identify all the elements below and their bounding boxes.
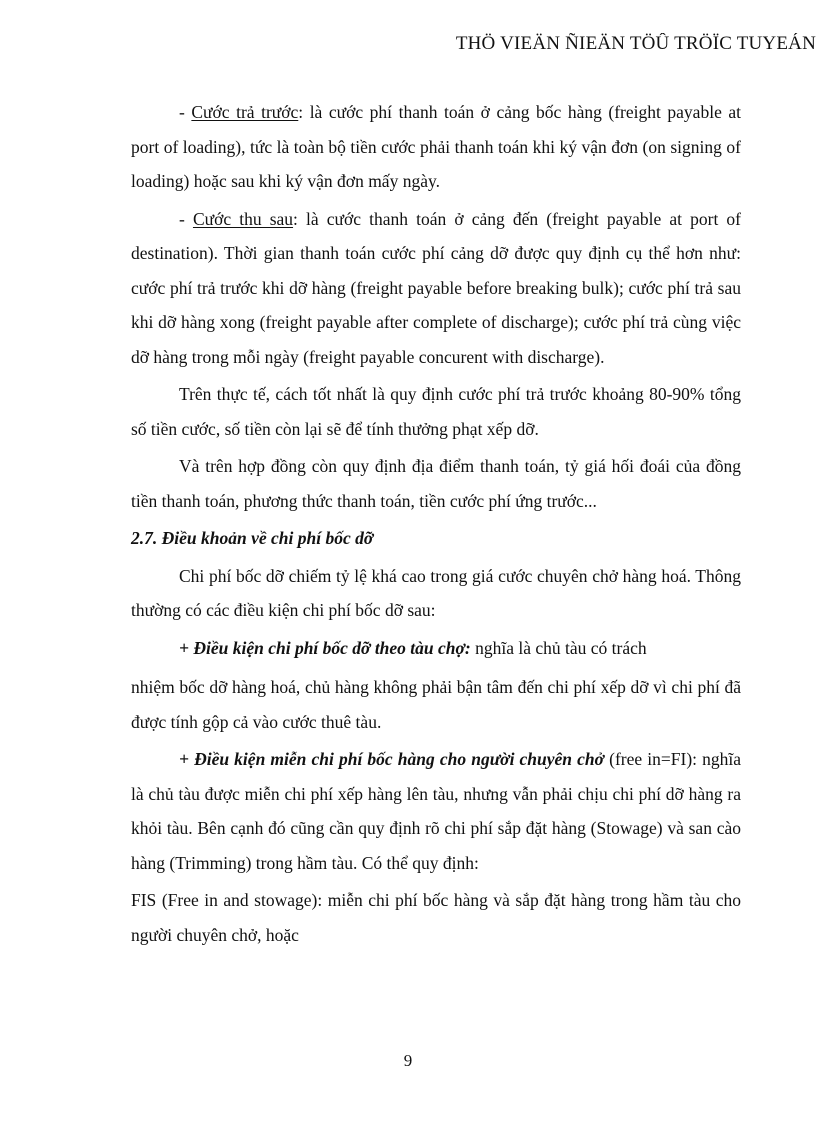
term-prepaid-freight: Cước trả trước — [191, 102, 299, 122]
term-collect-freight: Cước thu sau — [192, 208, 294, 229]
liner-terms-title: + Điều kiện chi phí bốc dỡ theo tàu chợ: — [179, 637, 471, 658]
paragraph-collect-freight: - Cước thu sau: là cước thanh toán ở cảng đến (freight payable at port of destination). Thời gian thanh toán cước phí cảng dỡ được quy định cụ thể hơn như: cước phí trả trước khi dỡ hàng (freight payable before breaking bulk); cước phí trả sau khi dỡ hàng xong (freight payable after complete of discharge); cước phí trả cùng việc dỡ hàng trong mỗi ngày (freight payable concurent with discharge). — [131, 208, 741, 367]
paragraph-practice: Trên thực tế, cách tốt nhất là quy định cước phí trả trước khoảng 80-90% tổng số tiền cước, số tiền còn lại sẽ để tính thưởng phạt xếp dỡ. — [131, 384, 741, 439]
free-in-text: (free in=FI): nghĩa là chủ tàu được miễn chi phí xếp hàng lên tàu, nhưng vẫn phải chịu chi phí dỡ hàng ra khỏi tàu. Bên cạnh đó cũng cần quy định rõ chi phí sắp đặt hàng (Stowage) và san cào hàng (Trimming) trong hầm tàu. Có thể quy định: — [131, 749, 741, 873]
liner-terms-text: nghĩa là chủ tàu có trách — [470, 637, 647, 658]
collect-freight-text: : là cước thanh toán ở cảng đến (freight payable at port of destination). Thời gian thanh toán cước phí cảng dỡ được quy định cụ thể hơn như: cước phí trả trước khi dỡ hàng (freight payable before breaking bulk); cước phí trả sau khi dỡ hàng xong (freight payable after complete of discharge); cước phí trả cùng việc dỡ hàng trong mỗi ngày (freight payable concurent with discharge). — [131, 208, 741, 367]
page-header: THÖ VIEÄN ÑIEÄN TÖÛ TRÖÏC TUYEÁN — [455, 33, 816, 54]
prepaid-freight-text: : là cước phí thanh toán ở cảng bốc hàng (freight payable at port of loading), tức là toàn bộ tiền cước phải thanh toán khi ký vận đơn (on signing of loading) hoặc sau khi ký vận đơn mấy ngày. — [131, 102, 741, 191]
section-heading: 2.7. Điều khoản về chi phí bốc dỡ — [131, 528, 374, 548]
paragraph-prepaid-freight: - Cước trả trước: là cước phí thanh toán ở cảng bốc hàng (freight payable at port of loading), tức là toàn bộ tiền cước phải thanh toán khi ký vận đơn (on signing of loading) hoặc sau khi ký vận đơn mấy ngày. — [131, 102, 741, 191]
paragraph-liner-terms-continued: nhiệm bốc dỡ hàng hoá, chủ hàng không phải bận tâm đến chi phí xếp dỡ vì chi phí đã được tính gộp cả vào cước thuê tàu. — [131, 677, 741, 732]
page-number: 9 — [403, 1051, 413, 1070]
paragraph-contract-terms: Và trên hợp đồng còn quy định địa điểm thanh toán, tỷ giá hối đoái của đồng tiền thanh toán, phương thức thanh toán, tiền cước phí ứng trước... — [131, 456, 741, 511]
document-body — [131, 95, 741, 952]
paragraph-free-in — [131, 742, 741, 880]
paragraph-loading-costs: Chi phí bốc dỡ chiếm tỷ lệ khá cao trong giá cước chuyên chở hàng hoá. Thông thường có các điều kiện chi phí bốc dỡ sau: — [131, 565, 741, 620]
free-in-title: + Điều kiện miễn chi phí bốc hàng cho người chuyên chở — [179, 749, 605, 769]
paragraph-fis: FIS (Free in and stowage): miễn chi phí bốc hàng và sắp đặt hàng trong hầm tàu cho người chuyên chở, hoặc — [131, 890, 741, 945]
paragraph-liner-terms — [131, 631, 741, 666]
